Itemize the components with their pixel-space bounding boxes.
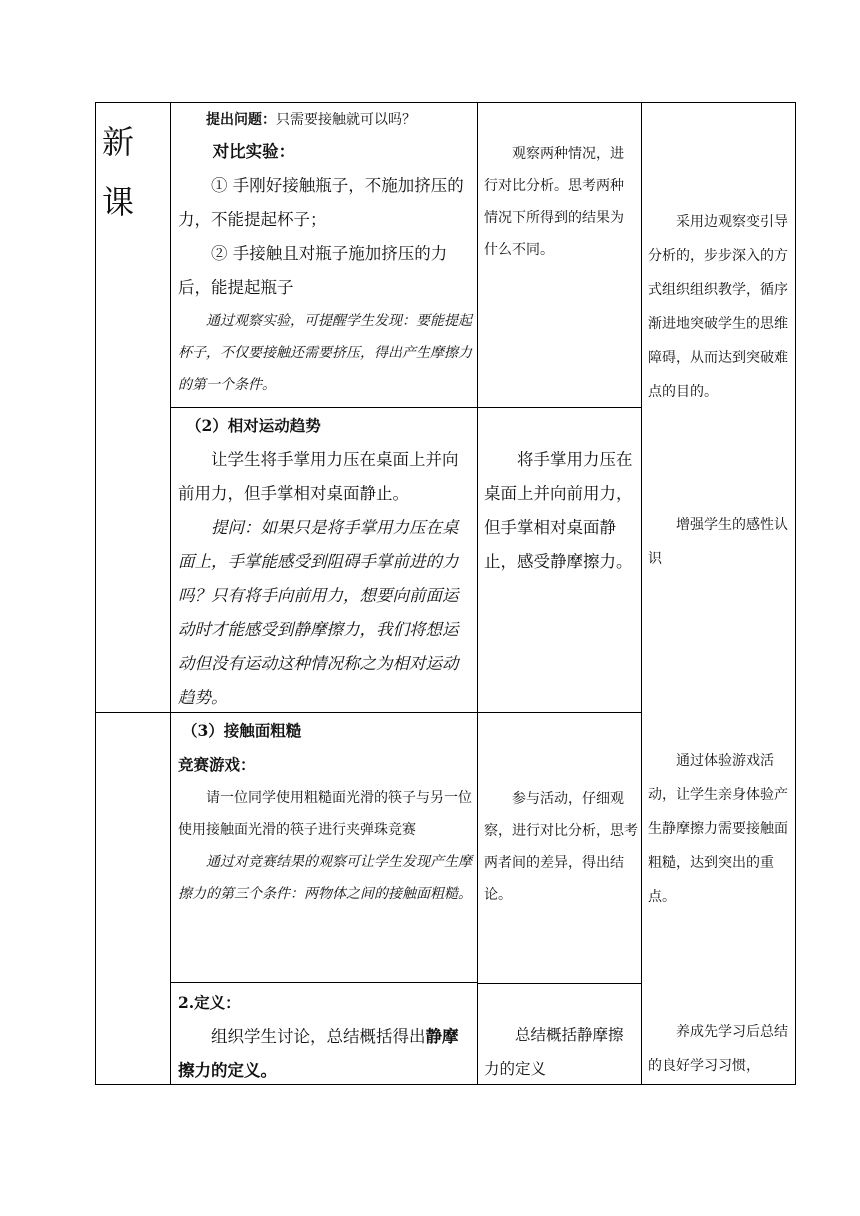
definition-body-plain: 组织学生讨论，总结概括得出 (211, 1027, 426, 1046)
design-intent-3 (648, 744, 790, 914)
design-intent-4 (648, 1015, 790, 1083)
table-divider-col3 (641, 102, 642, 1085)
table-border-top (95, 102, 796, 103)
table-divider-col1 (170, 102, 171, 1085)
student-activity-d (484, 1018, 634, 1086)
student-text-a: 观察两种情况，进行对比分析。思考两种情况下所得到的结果为什么不同。 (484, 146, 624, 258)
design-intent-text-4: 养成先学习后总结的良好学习习惯， (648, 1024, 788, 1074)
design-intent-text-1: 采用边观察变引导分析的，步步深入的方式组织组织教学，循序渐进地突破学生的思维障碍，从而达到突破难点的目的。 (648, 214, 788, 400)
teacher-activity-c (178, 714, 472, 910)
heading-definition: 2.定义： (178, 993, 241, 1012)
section-label-char-1: 新 (102, 123, 135, 161)
section-label (102, 112, 162, 232)
question-label: 提出问题： (206, 112, 276, 128)
experiment-item-2: ② 手接触且对瓶子施加挤压的力后，能提起瓶子 (178, 244, 448, 297)
experiment-label: 对比实验： (212, 142, 296, 161)
teacher-activity-b (178, 409, 472, 715)
row-divider-c-student (477, 983, 642, 984)
design-intent-text-2: 增强学生的感性认识 (648, 517, 788, 567)
question-text: 只需要接触就可以吗？ (276, 112, 416, 128)
student-text-d: 总结概括静摩擦力的定义 (484, 1026, 624, 1078)
relative-motion-body: 让学生将手掌用力压在桌面上并向前用力，但手掌相对桌面静止。 (178, 450, 459, 503)
table-border-right (795, 102, 796, 1085)
student-activity-b (484, 443, 638, 579)
design-intent-text-3: 通过体验游戏活动，让学生亲身体验产生静摩擦力需要接触面粗糙，达到突出的重点。 (648, 753, 788, 905)
section-label-char-2: 课 (102, 183, 135, 221)
table-border-left (95, 102, 96, 1085)
heading-relative-motion: （2）相对运动趋势 (186, 416, 321, 435)
teacher-activity-d (178, 986, 472, 1088)
design-intent-2 (648, 508, 790, 576)
row-divider-a (170, 407, 642, 408)
question-line (178, 105, 472, 135)
student-activity-c (484, 783, 638, 911)
experiment-item-1: ① 手刚好接触瓶子，不施加挤压的力，不能提起杯子； (178, 176, 464, 229)
game-note: 通过对竞赛结果的观察可让学生发现产生摩擦力的第三个条件：两物体之间的接触面粗糙。 (178, 854, 472, 902)
game-label: 竞赛游戏： (178, 755, 256, 774)
experiment-note: 通过观察实验，可提醒学生发现：要能提起杯子，不仅要接触还需要挤压，得出产生摩擦力的第一个条件。 (178, 313, 472, 393)
heading-rough-surface: （3）接触面粗糙 (182, 721, 302, 740)
definition-body-bold: 静摩擦力的定义。 (178, 1027, 459, 1080)
game-body: 请一位同学使用粗糙面光滑的筷子与另一位使用接触面光滑的筷子进行夹弹珠竞赛 (178, 790, 472, 838)
teacher-activity-a (178, 105, 472, 401)
student-text-c: 参与活动，仔细观察，进行对比分析，思考两者间的差异，得出结论。 (484, 791, 638, 903)
student-activity-a (484, 138, 636, 266)
row-divider-c-teacher (170, 982, 478, 983)
relative-motion-question: 提问：如果只是将手掌用力压在桌面上，手掌能感受到阻碍手掌前进的力吗？只有将手向前用力，想要向前面运动时才能感受到静摩擦力，我们将想运动但没有运动这种情况称之为相对运动趋势。 (178, 518, 459, 707)
design-intent-1 (648, 205, 790, 409)
definition-body (178, 1020, 472, 1088)
student-text-b: 将手掌用力压在桌面上并向前用力，但手掌相对桌面静止，感受静摩擦力。 (484, 450, 633, 571)
table-divider-col2 (477, 102, 478, 1085)
